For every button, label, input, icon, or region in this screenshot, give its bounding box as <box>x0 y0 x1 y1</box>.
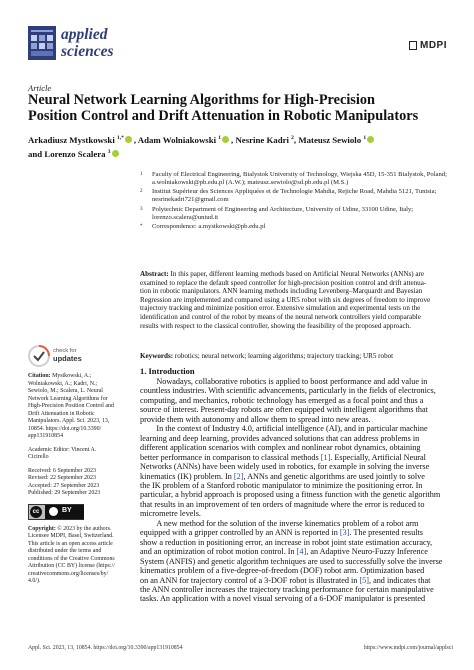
affiliation: 1 Faculty of Electrical Engineering, Bialystok University of Technology, Wiejska 45D, 15-351 Bialystok, Poland; a.wolniakowski@pb.edu.pl (A.W.); mateusz.sewiolo@sd.pb.edu.pl (M.S.) <box>140 171 447 187</box>
body-line: equipped with a gripper controlled by an ANN is reported in [3]. The presented results <box>140 528 423 538</box>
journal-name <box>61 26 114 60</box>
body-line: better performance in comparison to classical methods [1]. Especially, Artificial Neural <box>140 452 426 462</box>
doi-link[interactable]: app131910854 <box>28 433 64 439</box>
orcid-icon[interactable] <box>222 136 229 143</box>
check-for-updates-button[interactable]: check for updates <box>28 345 108 367</box>
citation-link[interactable]: [4] <box>296 547 307 557</box>
orcid-icon[interactable] <box>112 150 119 157</box>
cc-by-license-icon[interactable]: cc BY <box>28 504 84 520</box>
doi-link[interactable]: 10854. https://doi.org/10.3390/ <box>28 425 102 432</box>
dates: Received: 6 September 2023 Revised: 22 September 2023 Accepted: 27 September 2023 Published: 29 September 2023 <box>28 467 101 496</box>
publisher-name: MDPI <box>420 40 447 51</box>
body-line: and an optimization of robot motion control. In [4], an Adaptive Neuro-Fuzzy Inference <box>140 547 428 557</box>
author[interactable]: Adam Wolniakowski $^1$ <box>138 135 231 145</box>
keywords-label: Keywords: <box>140 352 174 360</box>
journal-logo-icon <box>28 26 56 60</box>
body-line: micrometre levels. <box>140 509 201 519</box>
body-line: In the context of Industry 4.0, artificial intelligence (AI), and in particular machine <box>140 424 428 434</box>
body-line: System (ANFIS) and genetic algorithm techniques are used to successfully solve the inverse <box>140 556 443 566</box>
body-line: the ANN controller increases the trajectory tracking performance for certain manipulative <box>140 584 434 594</box>
sidebar <box>28 373 128 592</box>
citation-link[interactable]: [2] <box>233 471 244 481</box>
body-line: on an ANN for trajectory control of a 3-DOF robot is illustrated in [5], and indicates that <box>140 575 431 585</box>
mdpi-logo <box>409 40 449 52</box>
keywords: Keywords: robotics; neural network; learning algorithms; trajectory tracking; UR5 robot <box>140 352 394 360</box>
mdpi-box-icon <box>409 41 417 50</box>
author[interactable]: Lorenzo Scalera $^3$ <box>44 149 120 159</box>
body-line: tasks. An application with a novel visual servoing of a 6-DOF manipulator is presented <box>140 594 426 604</box>
journal-name-line2: sciences <box>61 43 114 60</box>
journal-url-link[interactable]: https://www.mdpi.com/journal/applsci <box>363 645 453 651</box>
footer-citation[interactable]: Appl. Sci. 2023, 13, 10854. https://doi.org/10.3390/app131910854 <box>28 645 183 651</box>
abstract: Abstract: In this paper, different learning methods based on Artificial Neural Networks (ANNs) are examined to replace the default speed controller for high-precision position control and drift attenua- tion in robotic manipulators. ANN learning methods including Levenberg–Marquardt and Bayesian Regression are implemented and compared using a UR5 robot with six degrees of freedom to improve trajectory tracking and minimize position error. Extensive simulation and experimental tests on the identification and control of the robot by means of the neural network controllers yield comparable results with respect to the classical controller, showing the feasibility of the proposed approach. <box>140 270 431 330</box>
body-line: Networks (ANNs) have been widely used in robotics, for example in solving the inverse <box>140 462 430 472</box>
citation-link[interactable]: [3] <box>339 528 350 538</box>
license-link[interactable]: Attribution (CC BY) license (https:// <box>28 563 115 569</box>
author[interactable]: Mateusz Sewiolo $^1$ <box>298 135 376 145</box>
body-line: different application scenarios with complex and nonlinear robot dynamics, obtaining <box>140 443 421 453</box>
citation: Citation: Mystkowski, A.; Wolniakowski, A.; Kadri, N.; Sewiolo, M.; Scalera, L. Neural Network Learning Algorithms for High-Precision Position Control and Drift Attenuation in Robotic Manipulators. Appl. Sci. 2023, 13, 10854. https://doi.org/10.3390/ app131910854 <box>28 373 128 441</box>
check-updates-icon <box>28 345 50 367</box>
title-line: Neural Network Learning Algorithms for High-Precision <box>28 92 375 108</box>
affiliation: 2 Institut Supérieur des Sciences Appliquées et de Technologie Mahdia, Rejiche Road, Mahdia 5121, Tunisia; nesrinekadri721@gmail.com <box>140 188 437 204</box>
body-line: show a reduction in positioning error, an increase in robot joint state estimation accuracy, <box>140 537 433 547</box>
body-line: Nowadays, collaborative robotics is applied to boost performance and add value in <box>140 377 428 386</box>
citation-link[interactable]: [5] <box>359 575 369 585</box>
orcid-icon[interactable] <box>125 136 132 143</box>
person-icon <box>49 507 58 516</box>
body-line: learning and deep learning, provides advanced solutions that can address problems in <box>140 433 420 443</box>
correspondence: * Correspondence: a.mystkowski@pb.edu.pl <box>140 223 266 231</box>
body-line: A new method for the solution of the inverse kinematics problem of a robot arm <box>140 518 419 528</box>
body-line: particular, a hybrid approach is proposed using a fitness function with the genetic algorithm <box>140 490 441 500</box>
author-list: Arkadiusz Mystkowski $^{1,*}$ , Adam Wolniakowski $^1$ , Nesrine Kadri $^2$, Mateusz Sewiolo $^1$ and Lorenzo Scalera $^3$ <box>28 132 458 160</box>
citation-link[interactable]: [1] <box>320 452 331 462</box>
body-line: provide them with autonomy and allow them to spread into new areas. <box>140 414 371 424</box>
author[interactable]: Nesrine Kadri $^2$ <box>235 135 294 145</box>
academic-editor: Academic Editor: Vincent A. Cicirello <box>28 446 97 460</box>
section-heading: 1. Introduction <box>140 366 195 376</box>
article-type: Article <box>28 83 52 93</box>
affiliations <box>140 171 455 232</box>
body-line: the IK problem of a Stanford robotic manipulator to minimize the positioning error. In <box>140 480 423 490</box>
body-line: kinematics (IK) problem. In [2], ANNs and genetic algorithms are used jointly to solve <box>140 471 425 481</box>
title-line: Position Control and Drift Attenuation in Robotic Manipulators <box>28 108 419 124</box>
body-line: that results in an improvement of ten orders of magnitude where the error is reduced to <box>140 499 425 509</box>
affiliation: 3 Polytechnic Department of Engineering and Architecture, University of Udine, 33100 Udine, Italy; lorenzo.scalera@uniud.it <box>140 205 414 221</box>
journal-name-line1: applied <box>61 26 108 43</box>
body-line: source of interest. Present-day robots are often equipped with intelligent algorithms that <box>140 405 428 415</box>
orcid-icon[interactable] <box>367 136 374 143</box>
body-line: computing, and mechanics, robotic technology has emerged as a focal point and thus a <box>140 395 424 405</box>
introduction-body <box>140 377 458 604</box>
body-line: kinematics problem of a five-degree-of-freedom (DOF) robot arm. Optimization based <box>140 566 425 576</box>
body-line: countless industries. With scientific advancements, particularly in the fields of electronics, <box>140 386 436 396</box>
article-title <box>28 92 453 124</box>
abstract-label: Abstract: <box>140 270 169 278</box>
license-link[interactable]: creativecommons.org/licenses/by/ <box>28 570 109 577</box>
author[interactable]: Arkadiusz Mystkowski $^{1,*}$ <box>28 135 134 145</box>
copyright: Copyright: © 2023 by the authors. Licensee MDPI, Basel, Switzerland. This article is an open access article distributed under the terms and conditions of the Creative Commons Attribution (CC BY) license (https:// creativecommons.org/licenses/by/ 4.0/). <box>28 526 128 586</box>
